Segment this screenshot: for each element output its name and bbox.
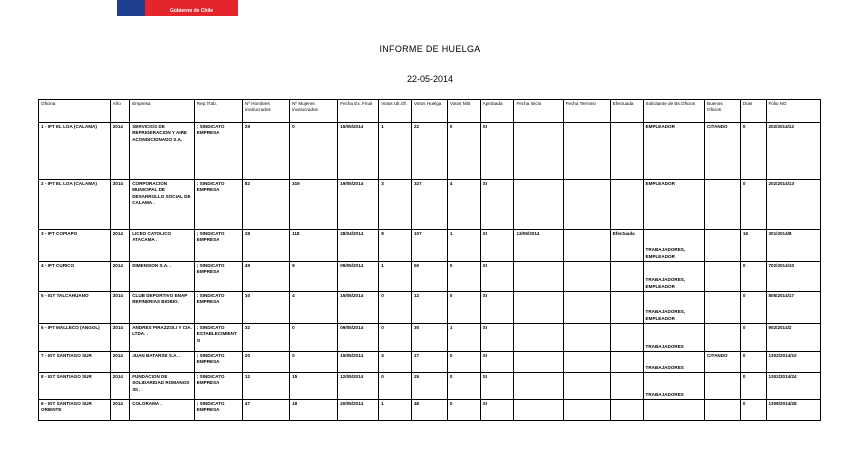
table-cell: 0 [379, 324, 412, 352]
table-cell: 15/05/2014 [338, 123, 379, 180]
table-cell: 15 [290, 373, 338, 400]
column-header: Empresa [130, 100, 195, 123]
table-cell: 0 [447, 262, 480, 292]
table-cell: 1 - IPT EL LOA (CALAMA) [39, 123, 111, 180]
table-cell: SI [480, 180, 514, 230]
table-cell: 0 [447, 373, 480, 400]
table-cell [610, 324, 643, 352]
table-cell: 202/2014/12 [766, 123, 821, 180]
table-cell: ; SINDICATO EMPRESA [194, 123, 242, 180]
table-cell [514, 262, 563, 292]
logo-blue-block [117, 0, 145, 16]
column-header: Buenos Oficios [705, 100, 741, 123]
table-cell [705, 373, 741, 400]
table-cell [705, 400, 741, 421]
table-cell: 1308/2014/28 [766, 400, 821, 421]
table-cell: 30 [411, 324, 447, 352]
table-cell [610, 262, 643, 292]
table-cell: 7 - IGT SANTIAGO SUR [39, 352, 111, 373]
table-cell: 0 [740, 400, 766, 421]
table-row [39, 400, 821, 421]
column-header: Fecha Inicio [514, 100, 563, 123]
column-header: Votos Ult.Of. [379, 100, 412, 123]
table-cell: 9 [290, 262, 338, 292]
table-cell [705, 292, 741, 324]
logo-text: Gobierno de Chile [145, 0, 238, 16]
table-cell: 0 [290, 324, 338, 352]
table-cell: 13/05/2014 [514, 230, 563, 262]
table-cell [514, 352, 563, 373]
column-header: Rep.Trab. [194, 100, 242, 123]
table-cell [563, 352, 610, 373]
table-cell: 32 [242, 324, 289, 352]
table-cell [514, 123, 563, 180]
table-cell: 107 [411, 230, 447, 262]
table-cell: 09/05/2014 [338, 262, 379, 292]
table-cell: 0 [447, 123, 480, 180]
table-row [39, 373, 821, 400]
table-cell: SI [480, 324, 514, 352]
table-cell [563, 262, 610, 292]
table-cell: ; SINDICATO EMPRESA [194, 292, 242, 324]
table-cell [610, 352, 643, 373]
table-cell: TRABAJADORES, EMPLEADOR [643, 262, 704, 292]
table-cell [643, 400, 704, 421]
table-cell: 0 [290, 123, 338, 180]
table-body [39, 123, 821, 421]
table-cell: 3 [379, 180, 412, 230]
table-cell: 902/2014/2 [766, 324, 821, 352]
report-date: 22-05-2014 [406, 74, 454, 84]
table-cell: ; SINDICATO EMPRESA [194, 262, 242, 292]
table-cell [610, 123, 643, 180]
column-header: Efectuada [610, 100, 643, 123]
table-cell: 118 [290, 230, 338, 262]
table-cell: 2014 [110, 373, 129, 400]
table-row [39, 324, 821, 352]
table-cell: SI [480, 292, 514, 324]
table-cell [705, 180, 741, 230]
table-cell: TRABAJADORES [643, 324, 704, 352]
table-cell: 1302/2014/10 [766, 352, 821, 373]
table-cell: 2014 [110, 400, 129, 421]
table-cell: ; SINDICATO EMPRESA [194, 352, 242, 373]
column-header: Votos Huelga [411, 100, 447, 123]
gobierno-logo [117, 0, 238, 16]
table-cell: 0 [447, 292, 480, 324]
table-cell: 3 [379, 352, 412, 373]
table-cell: 9 - IGT SANTIAGO SUR ORIENTE [39, 400, 111, 421]
table-cell: SI [480, 123, 514, 180]
table-cell: 1 [379, 400, 412, 421]
table-cell: 20/05/2014 [338, 400, 379, 421]
table-cell: 17 [411, 352, 447, 373]
table-cell [514, 324, 563, 352]
table-cell: ; SINDICATO EMPRESA [194, 373, 242, 400]
table-row [39, 123, 821, 180]
column-header: Votos N/B [447, 100, 480, 123]
table-cell: 8 [379, 230, 412, 262]
column-header: Oficina [39, 100, 111, 123]
table-cell [514, 373, 563, 400]
table-cell: 12 [411, 292, 447, 324]
table-cell: 202/2014/13 [766, 180, 821, 230]
table-cell: 0 [379, 292, 412, 324]
table-cell [563, 230, 610, 262]
table-cell: 19/05/2014 [338, 352, 379, 373]
table-cell [514, 400, 563, 421]
table-cell [514, 292, 563, 324]
table-cell: 2014 [110, 292, 129, 324]
table-cell: 28 [242, 230, 289, 262]
table-cell: 19/05/2014 [338, 180, 379, 230]
table-cell: FUNDACION DE SOLIDARIDAD ROMANOS XII . [130, 373, 195, 400]
table-cell [563, 292, 610, 324]
table-cell: 1302/2014/24 [766, 373, 821, 400]
table-cell: 10 [242, 292, 289, 324]
table-cell: 0 [740, 123, 766, 180]
column-header: Aprobada [480, 100, 514, 123]
table-cell: 805/2014/17 [766, 292, 821, 324]
table-cell [705, 262, 741, 292]
strike-report-table [38, 99, 821, 421]
table-cell: 702/2014/10 [766, 262, 821, 292]
table-cell: LICEO CATOLICO ATACAMA . [130, 230, 195, 262]
table-cell: SI [480, 262, 514, 292]
table-cell: 0 [740, 180, 766, 230]
table-cell: ; SINDICATO EMPRESA [194, 400, 242, 421]
table-cell: 47 [242, 400, 289, 421]
table-cell: EMPLEADOR [643, 123, 704, 180]
column-header: Folio NG [766, 100, 821, 123]
table-cell: 09/05/2014 [338, 324, 379, 352]
table-cell: 0 [740, 324, 766, 352]
table-cell [705, 324, 741, 352]
table-cell: 49 [242, 262, 289, 292]
table-cell: 25 [411, 373, 447, 400]
table-cell: 0 [379, 373, 412, 400]
table-cell [514, 180, 563, 230]
table-cell: 1 [447, 324, 480, 352]
table-cell [610, 292, 643, 324]
table-cell: TRABAJADORES, EMPLEADOR [643, 230, 704, 262]
table-cell: 50 [411, 262, 447, 292]
table-cell: TRABAJADORES, EMPLEADOR [643, 292, 704, 324]
table-cell: 82 [242, 180, 289, 230]
table-cell: 4 [447, 180, 480, 230]
table-cell: 2014 [110, 262, 129, 292]
table-cell: 6 - IPT MALLECO (ANGOL) [39, 324, 111, 352]
table-cell: 0 [447, 352, 480, 373]
table-cell: 327 [411, 180, 447, 230]
table-cell: 1 [447, 230, 480, 262]
table-cell: 2 - IPT EL LOA (CALAMA) [39, 180, 111, 230]
table-cell: 0 [447, 400, 480, 421]
column-header: Días [740, 100, 766, 123]
table-cell: 2014 [110, 180, 129, 230]
table-cell: ANDRES PIRAZZOLI Y CIA. LTDA. . [130, 324, 195, 352]
table-cell: 28/04/2014 [338, 230, 379, 262]
table-cell [610, 373, 643, 400]
table-cell: Efectuada [610, 230, 643, 262]
column-header: Nº Hombres involucrados [242, 100, 289, 123]
table-cell: SI [480, 230, 514, 262]
table-cell: 48 [411, 400, 447, 421]
table-cell: 16 [740, 230, 766, 262]
table-cell: TRABAJADORES [643, 352, 704, 373]
table-cell: 4 [290, 292, 338, 324]
table-cell: 1 [379, 123, 412, 180]
table-cell: SI [480, 400, 514, 421]
table-cell [610, 180, 643, 230]
table-cell: 2014 [110, 352, 129, 373]
table-header-row [39, 100, 821, 123]
table-cell: ; SINDICATO EMPRESA [194, 230, 242, 262]
table-cell: 12/05/2014 [338, 373, 379, 400]
table-cell: SERVICIOS DE REFRIGERACION Y AIRE ACONDICIONADO S.A. [130, 123, 195, 180]
column-header: Nº Mujeres involucrados [290, 100, 338, 123]
table-cell: 4 - IPT CURICO [39, 262, 111, 292]
table-cell: 0 [740, 373, 766, 400]
table-row [39, 230, 821, 262]
column-header: Fecha Ex. Final [338, 100, 379, 123]
table-cell: ; SINDICATO ESTABLECIMIENTO [194, 324, 242, 352]
table-cell: 0 [740, 292, 766, 324]
table-cell: 8 - IGT SANTIAGO SUR [39, 373, 111, 400]
table-cell: 0 [740, 262, 766, 292]
table-cell: JUAN BATARSE S.A. . [130, 352, 195, 373]
table-cell: EMPLEADOR [643, 180, 704, 230]
table-cell: CITANDO [705, 352, 741, 373]
column-header: Año [110, 100, 129, 123]
table-cell: 15/05/2014 [338, 292, 379, 324]
table-cell: 301/2014/8 [766, 230, 821, 262]
table-cell [563, 180, 610, 230]
table-cell: 0 [740, 352, 766, 373]
table-cell: CLUB DEPORTIVO ENAP REFINERIAS BIOBIO. [130, 292, 195, 324]
table-cell: CITANDO [705, 123, 741, 180]
table-cell [563, 400, 610, 421]
table-cell: 12 [242, 373, 289, 400]
table-cell: COLORAMA . [130, 400, 195, 421]
table-cell: 29 [242, 123, 289, 180]
table-cell: 319 [290, 180, 338, 230]
table-cell: CORPORACION MUNICIPAL DE DESARROLLO SOCIAL DE CALAMA . [130, 180, 195, 230]
column-header: Solicitante de Bs.Oficios [643, 100, 704, 123]
table-cell [705, 230, 741, 262]
table-cell: 1 [379, 262, 412, 292]
table-cell: 2014 [110, 324, 129, 352]
table-cell: TRABAJADORES [643, 373, 704, 400]
table-row [39, 262, 821, 292]
column-header: Fecha Termino [563, 100, 610, 123]
table-cell: DIMENSION S.A. . [130, 262, 195, 292]
table-cell [563, 373, 610, 400]
table-row [39, 180, 821, 230]
table-row [39, 352, 821, 373]
table-cell: 2014 [110, 123, 129, 180]
table-cell [610, 400, 643, 421]
table-cell: 0 [290, 352, 338, 373]
report-title: INFORME DE HUELGA [379, 44, 481, 54]
table-cell: 5 - IGT TALCAHUANO [39, 292, 111, 324]
table-cell [563, 324, 610, 352]
table-cell: 2014 [110, 230, 129, 262]
table-cell: SI [480, 352, 514, 373]
table-cell: 22 [411, 123, 447, 180]
table-cell: 3 - IPT COPIAPO [39, 230, 111, 262]
table-cell: 20 [242, 352, 289, 373]
table-cell: SI [480, 373, 514, 400]
table-row [39, 292, 821, 324]
table-cell [563, 123, 610, 180]
table-cell: ; SINDICATO EMPRESA [194, 180, 242, 230]
table-cell: 18 [290, 400, 338, 421]
